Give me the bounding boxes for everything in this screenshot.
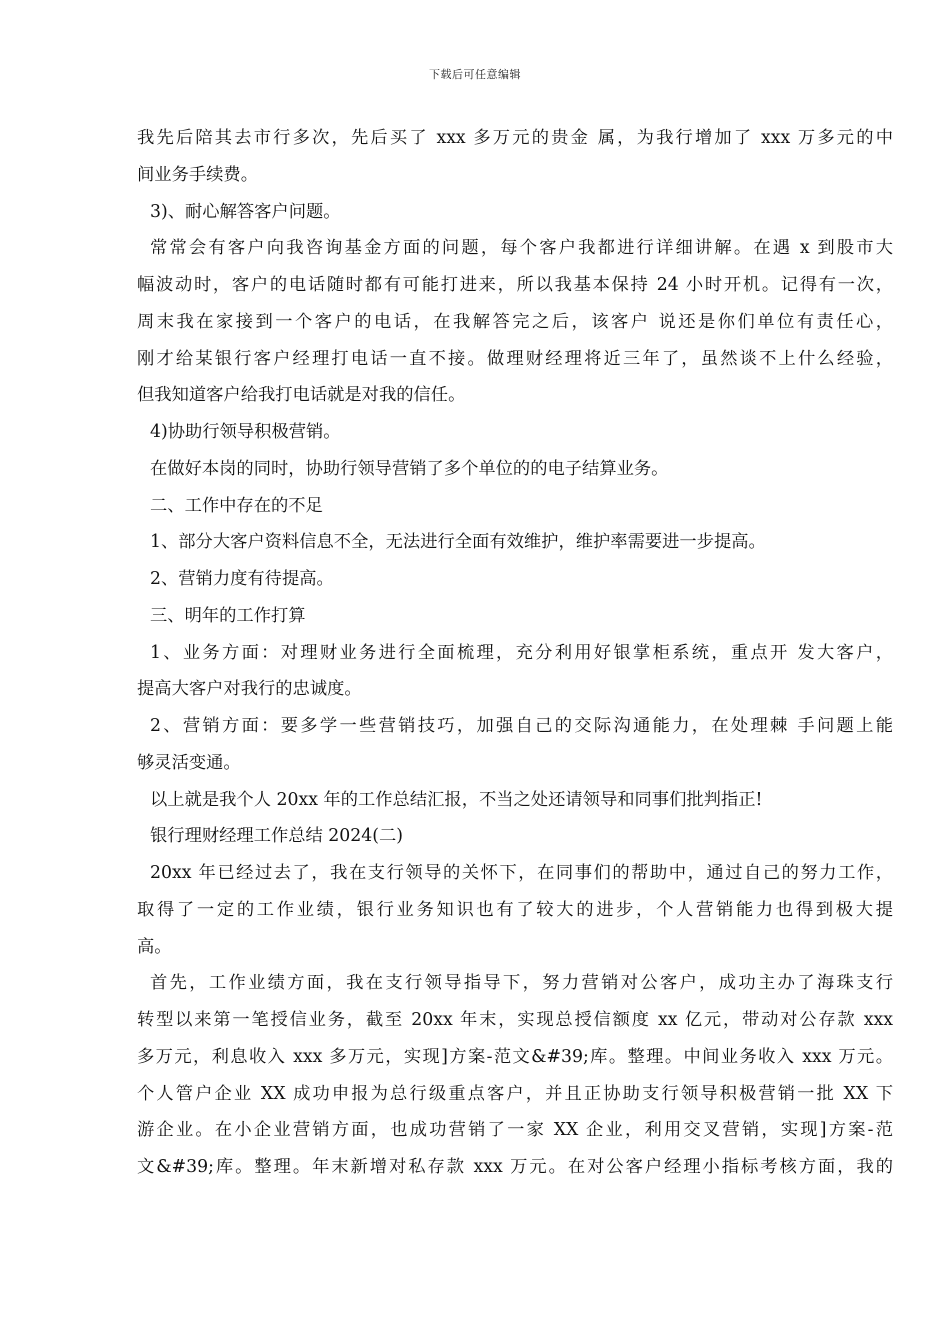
text-line: 周末我在家接到一个客户的电话，在我解答完之后，该客户 说还是你们单位有责任心，: [137, 311, 893, 332]
text-line: 取得了一定的工作业绩，银行业务知识也有了较大的进步，个人营销能力也得到极大提: [137, 899, 893, 920]
text-line: 多万元，利息收入 xxx 多万元，实现]方案-范文&#39;库。整理。中间业务收入 xxx 万元。: [137, 1046, 893, 1067]
text-line: 以上就是我个人 20xx 年的工作总结汇报，不当之处还请领导和同事们批判指正!: [150, 789, 763, 810]
text-line: 三、明年的工作打算: [150, 605, 306, 626]
text-line: 首先，工作业绩方面，我在支行领导指导下，努力营销对公客户，成功主办了海珠支行: [150, 973, 893, 994]
text-line: 1、业务方面：对理财业务进行全面梳理，充分利用好银掌柜系统，重点开 发大客户，: [150, 642, 893, 663]
text-line: 个人管户企业 XX 成功申报为总行级重点客户，并且正协助支行领导积极营销一批 XX 下: [137, 1083, 893, 1104]
text-line: 幅波动时，客户的电话随时都有可能打进来，所以我基本保持 24 小时开机。记得有一次，: [137, 275, 893, 295]
text-line: 但我知道客户给我打电话就是对我的信任。: [137, 385, 466, 406]
text-line: 游企业。在小企业营销方面，也成功营销了一家 XX 企业，利用交叉营销，实现]方案-范: [137, 1120, 893, 1141]
text-line: 转型以来第一笔授信业务，截至 20xx 年末，实现总授信额度 xx 亿元，带动对公存款 xxx: [137, 1010, 893, 1030]
text-line: 3)、耐心解答客户问题。: [150, 201, 341, 222]
text-line: 2、营销方面：要多学一些营销技巧，加强自己的交际沟通能力，在处理棘 手问题上能: [150, 716, 893, 736]
text-line: 4)协助行领导积极营销。: [150, 422, 341, 442]
text-line: 常常会有客户向我咨询基金方面的问题，每个客户我都进行详细讲解。在遇 x 到股市大: [150, 238, 893, 259]
text-line: 在做好本岗的同时，协助行领导营销了多个单位的的电子结算业务。: [150, 458, 669, 479]
text-line: 高。: [137, 936, 172, 957]
text-line: 文&#39;库。整理。年末新增对私存款 xxx 万元。在对公客户经理小指标考核方面，我的: [137, 1157, 893, 1177]
text-line: 20xx 年已经过去了，我在支行领导的关怀下，在同事们的帮助中，通过自己的努力工作，: [150, 863, 893, 883]
document-body: [137, 120, 893, 1186]
text-line: 银行理财经理工作总结 2024(二): [150, 826, 404, 847]
text-line: 提高大客户对我行的忠诚度。: [137, 679, 362, 700]
text-line: 2、营销力度有待提高。: [150, 569, 334, 589]
text-line: 1、部分大客户资料信息不全，无法进行全面有效维护，维护率需要进一步提高。: [150, 532, 766, 553]
text-line: 间业务手续费。: [137, 164, 258, 185]
text-line: 刚才给某银行客户经理打电话一直不接。做理财经理将近三年了，虽然谈不上什么经验，: [137, 348, 893, 369]
text-line: 够灵活变通。: [137, 752, 241, 773]
text-line: 二、工作中存在的不足: [150, 495, 323, 516]
text-line: 我先后陪其去市行多次，先后买了 xxx 多万元的贵金 属，为我行增加了 xxx 万多元的中: [137, 128, 893, 148]
page-header: 下载后可任意编辑: [429, 68, 521, 81]
